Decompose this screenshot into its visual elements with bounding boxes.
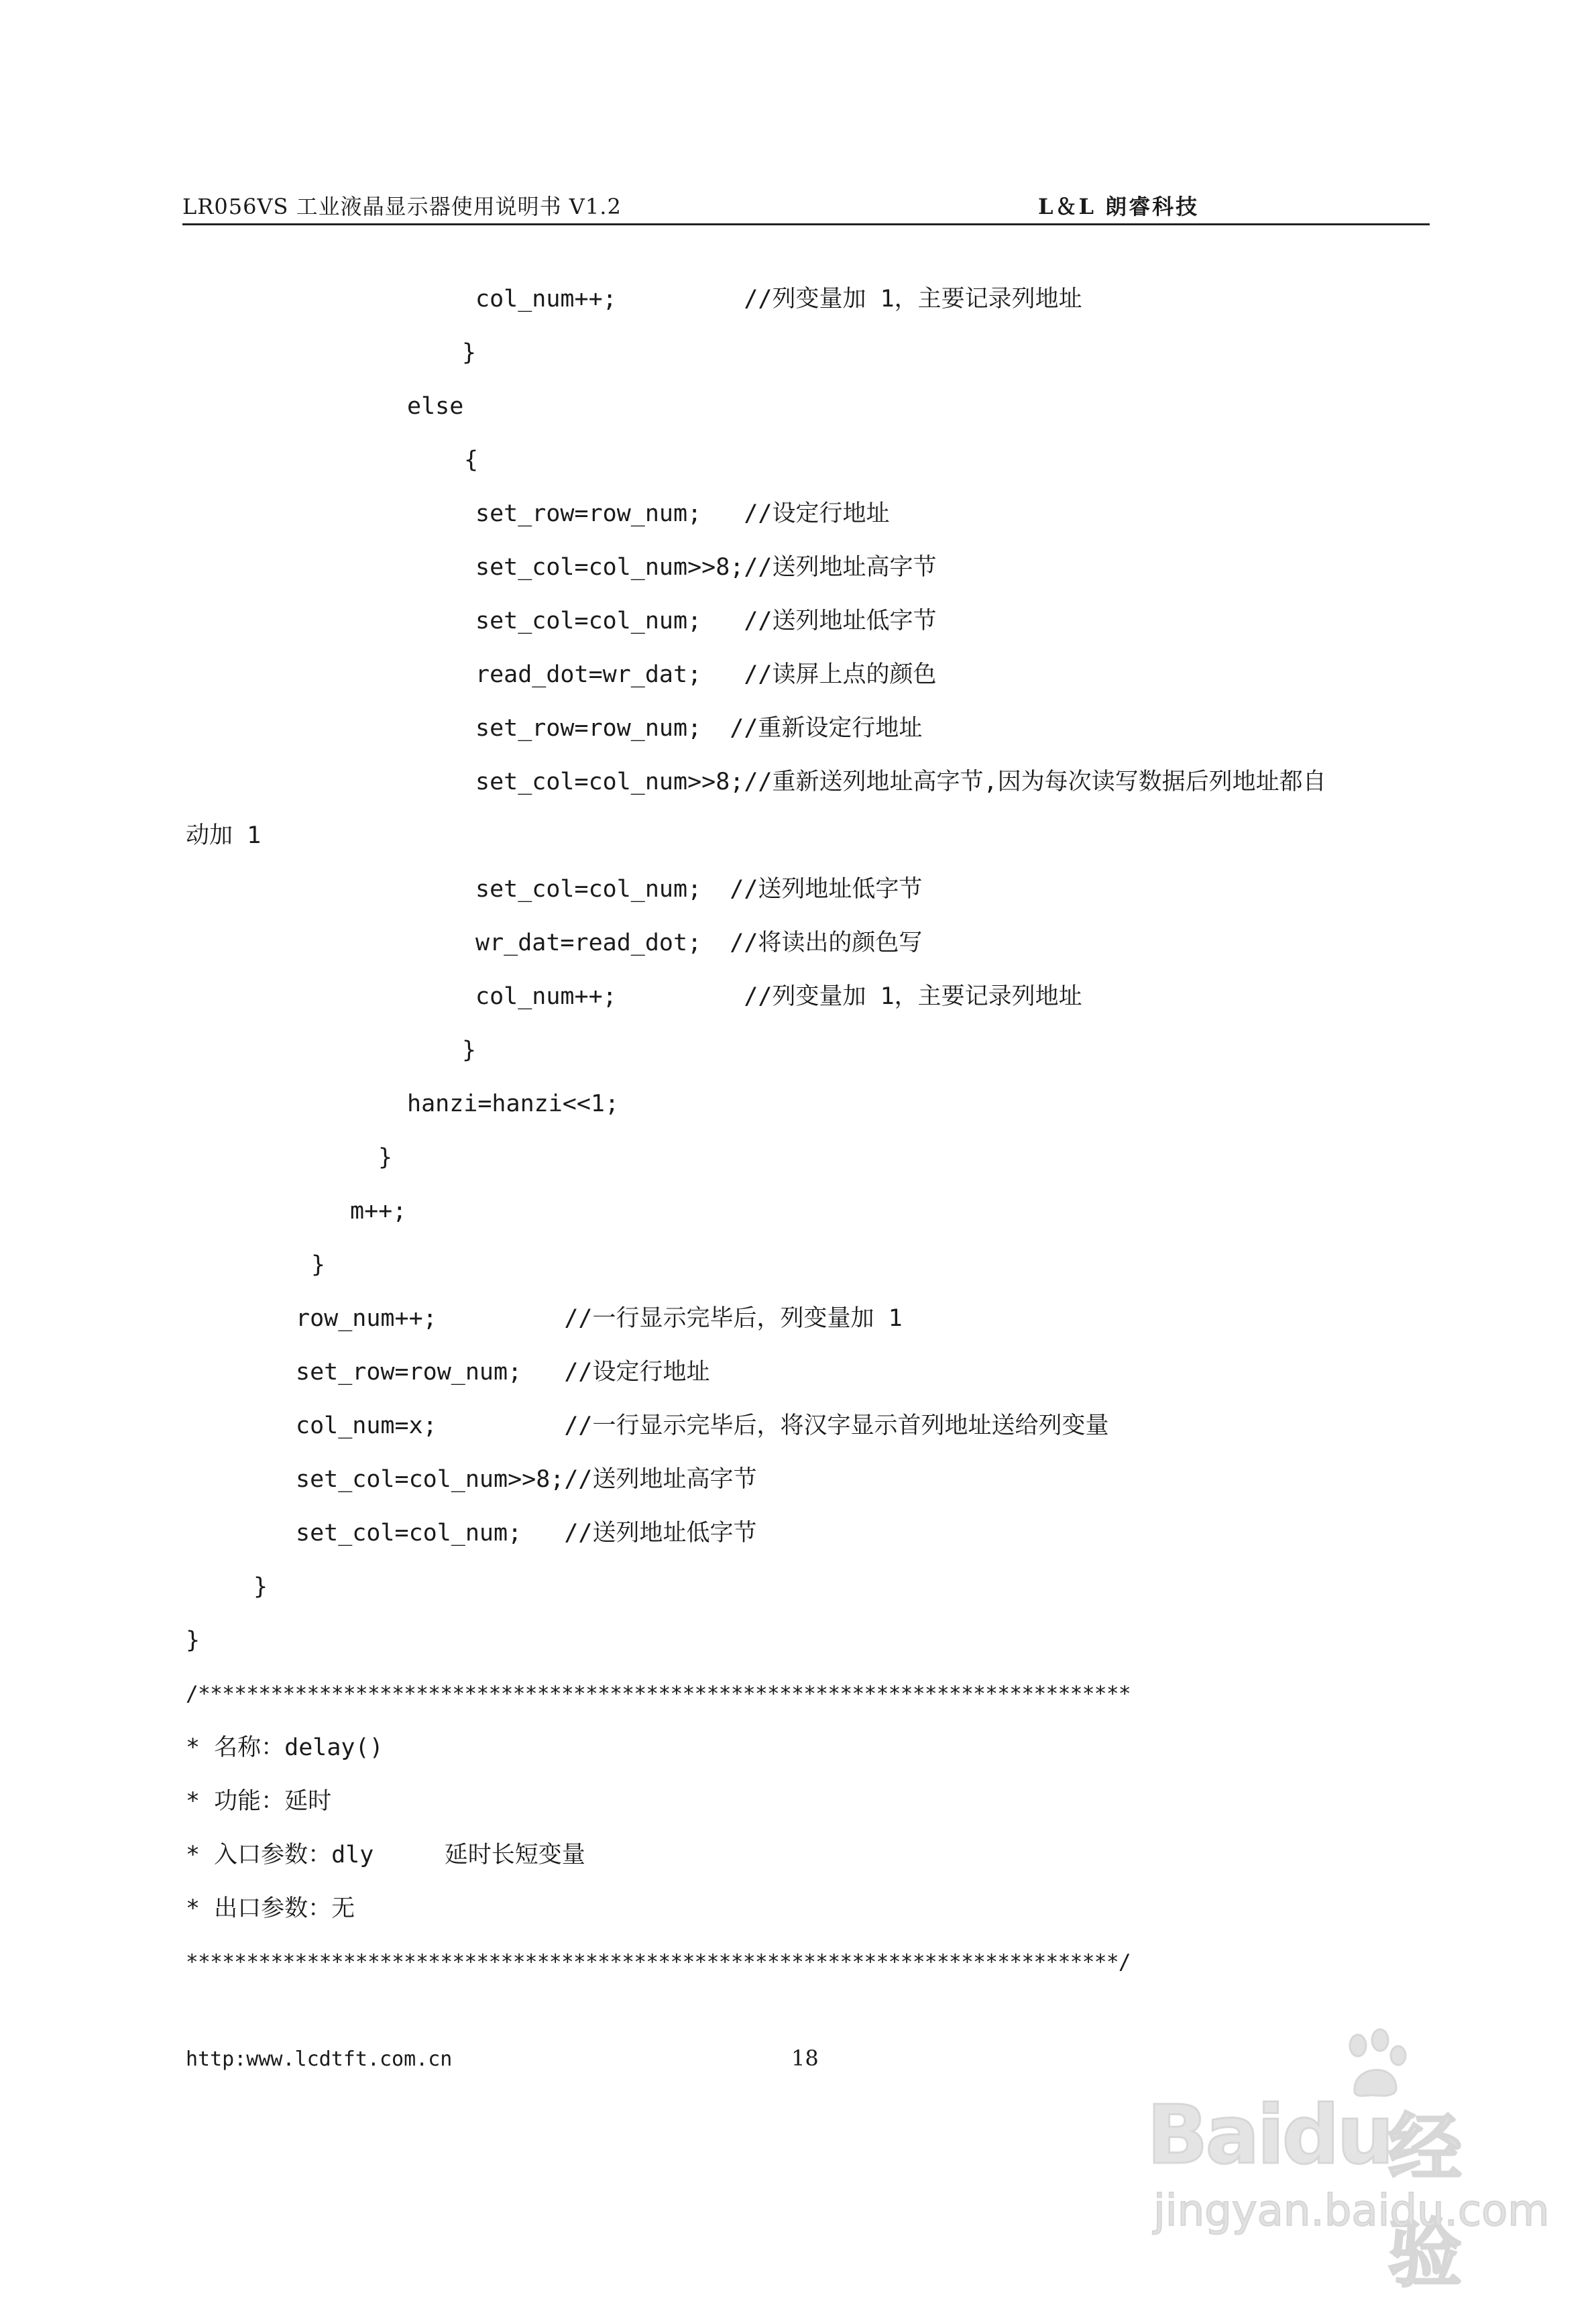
header-company: L＆L 朗睿科技: [1038, 194, 1200, 219]
code-line: * 入口参数：dly 延时长短变量: [186, 1842, 585, 1868]
code-line: set_col=col_num>>8;//送列地址高字节: [296, 1466, 757, 1493]
code-line: set_col=col_num; //送列地址低字节: [296, 1520, 757, 1547]
code-line: col_num++; //列变量加 1，主要记录列地址: [475, 286, 1082, 313]
header-title: LR056VS 工业液晶显示器使用说明书 V1.2: [182, 194, 622, 219]
comment-border: /*****************************************************************************: [186, 1682, 1131, 1706]
code-line: set_row=row_num; //设定行地址: [296, 1359, 710, 1386]
code-line: set_row=row_num; //重新设定行地址: [475, 715, 923, 742]
code-line: * 功能：延时: [186, 1788, 332, 1815]
page-number: 18: [791, 2045, 819, 2071]
code-line: set_col=col_num; //送列地址低字节: [475, 608, 937, 634]
code-line: * 出口参数：无: [186, 1895, 355, 1922]
code-line: 动加 1: [186, 822, 262, 849]
code-line: wr_dat=read_dot; //将读出的颜色写: [475, 930, 923, 956]
code-line: }: [311, 1251, 326, 1278]
watermark-brand: Baidu: [1147, 2089, 1391, 2182]
watermark-product: 经验: [1388, 2105, 1462, 2297]
code-line: }: [378, 1144, 393, 1171]
code-line: read_dot=wr_dat; //读屏上点的颜色: [475, 661, 937, 688]
code-line: }: [253, 1573, 268, 1600]
code-line: * 名称：delay(): [186, 1734, 384, 1761]
code-line: hanzi=hanzi<<1;: [407, 1090, 620, 1117]
code-line: set_col=col_num>>8;//重新送列地址高字节,因为每次读写数据后列地址都自: [475, 769, 1326, 795]
code-line: col_num++; //列变量加 1，主要记录列地址: [475, 983, 1082, 1010]
watermark-url: jingyan.baidu.com: [1153, 2186, 1550, 2236]
footer-url: http:www.lcdtft.com.cn: [186, 2047, 453, 2071]
baidu-jingyan-watermark: [1133, 2025, 1550, 2297]
code-line: set_row=row_num; //设定行地址: [475, 500, 890, 527]
header-rule: [182, 223, 1430, 225]
code-line: }: [462, 339, 477, 366]
code-line: }: [186, 1627, 201, 1654]
code-line: m++;: [350, 1198, 407, 1225]
code-line: set_col=col_num; //送列地址低字节: [475, 876, 923, 903]
code-line: col_num=x; //一行显示完毕后，将汉字显示首列地址送给列变量: [296, 1412, 1109, 1439]
code-line: {: [464, 447, 479, 473]
code-line: else: [407, 393, 464, 420]
code-line: row_num++; //一行显示完毕后，列变量加 1: [296, 1305, 903, 1332]
comment-border: *****************************************************************************/: [186, 1950, 1131, 1974]
code-line: }: [462, 1037, 477, 1064]
code-line: set_col=col_num>>8;//送列地址高字节: [475, 554, 937, 581]
